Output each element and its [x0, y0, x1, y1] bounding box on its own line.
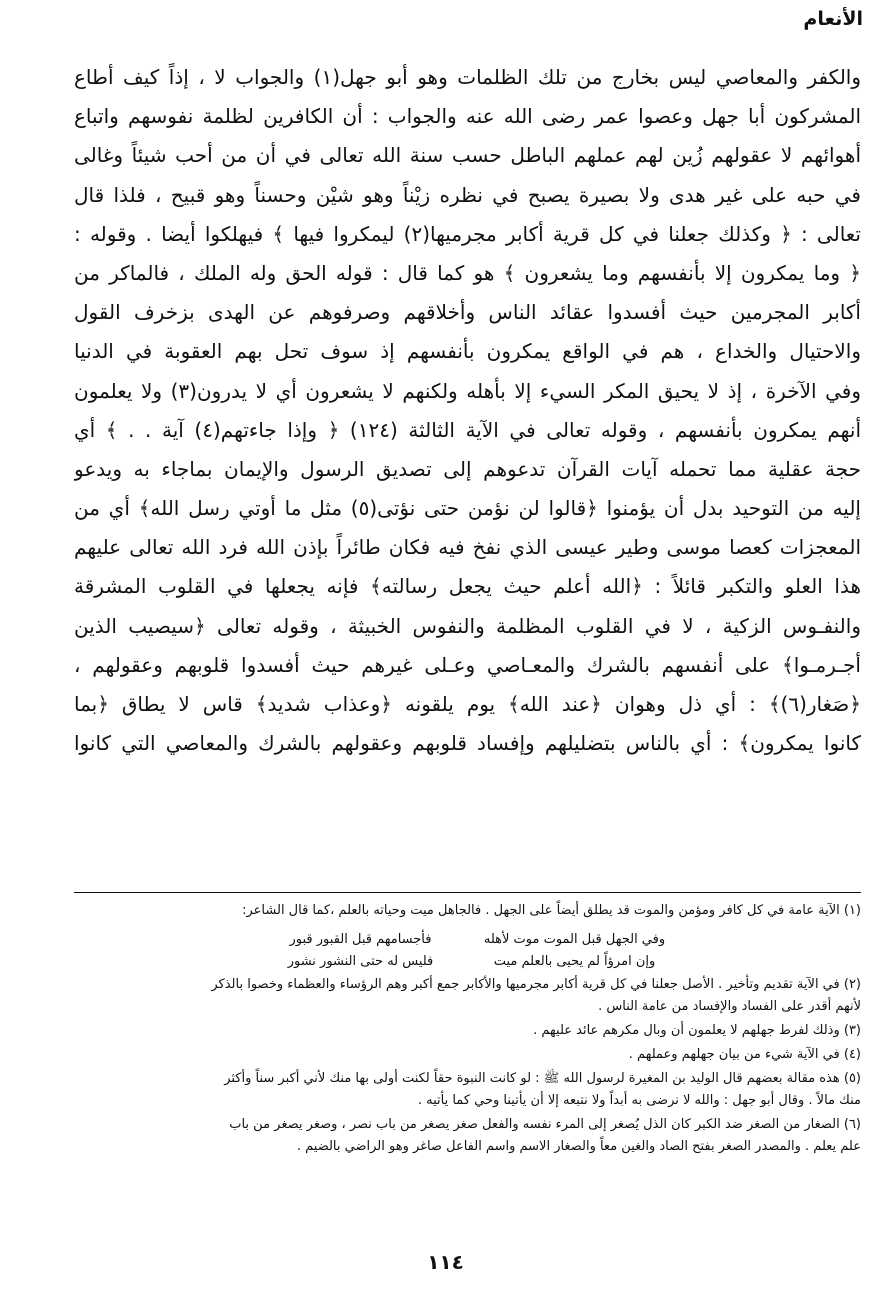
body-line: والاحتيال والخداع ، هم في الواقع يمكرون بأنفسهم إذ سوف تحل بهم العقوبة في الدنيا: [74, 339, 861, 364]
page-number: ١١٤: [427, 1250, 464, 1274]
body-line: أهوائهم لا عقولهم زُين لهم عملهم الباطل حسب سنة الله تعالى في أن من أحب شيئاً وغالى: [74, 143, 861, 168]
footnote-line: (٢) في الآية تقديم وتأخير . الأصل جعلنا في كل قرية أكابر مجرميها والأكابر جمع أكبر وهم الرؤساء والعظماء وخصوا بالذكر: [211, 977, 861, 992]
footnote-line: لأنهم أقدر على الفساد والإفساد من عامة الناس .: [598, 999, 861, 1014]
body-line: حجة عقلية مما تحمله آيات القرآن تدعوهم إلى تصديق الرسول والإيمان بماجاء به ويدعو: [74, 456, 861, 481]
running-header: الأنعام: [803, 8, 863, 30]
body-line: في حبه على غير هدى ولا بصيرة يصبح في نظره زيْناً وهو شيْن وحسناً وهو قبيح ، فلذا قال: [74, 182, 861, 207]
footnote-1: [74, 900, 861, 922]
poetry-verse: [74, 930, 861, 972]
verse-line: [74, 930, 861, 950]
verse-hemistich: فأجسامهم قبل القبور قبور: [289, 932, 432, 947]
footnote-line: علم يعلم . والمصدر الصغر بفتح الصاد والغين معاً والصغار الاسم واسم الفاعل صاغر وهو الراضي بالضيم .: [296, 1139, 861, 1154]
footnote-divider: [74, 892, 861, 893]
body-line: والكفر والمعاصي ليس بخارج من تلك الظلمات وهو أبو جهل(١) والجواب لا ، إذاً كيف أطاع: [74, 65, 861, 89]
verse-hemistich: وإن امرؤاً لم يحيى بالعلم ميت: [493, 954, 656, 969]
footnote-6: [74, 1114, 861, 1158]
footnote-line: (٤) في الآية شيء من بيان جهلهم وعملهم .: [628, 1047, 861, 1062]
verse-hemistich: وفي الجهل قبل الموت موت لأهله: [483, 932, 666, 947]
footnote-3: [74, 1020, 861, 1042]
footnote-line: (١) الآية عامة في كل كافر ومؤمن والموت قد يطلق أيضاً على الجهل . فالجاهل ميت وحياته بالعلم ،كما قال الشاعر:: [242, 903, 861, 918]
body-line: ﴿ وما يمكرون إلا بأنفسهم وما يشعرون ﴾ هو كما قال : قوله الحق وله الملك ، فالماكر من: [74, 260, 861, 285]
body-line: إليه من التوحيد بدل أن يؤمنوا ﴿قالوا لن نؤمن حتى نؤتى(٥) مثل ما أوتي رسل الله﴾ أي من: [74, 496, 861, 521]
footnotes: [74, 900, 861, 1160]
body-line: تعالى : ﴿ وكذلك جعلنا في كل قرية أكابر مجرميها(٢) ليمكروا فيها ﴾ فيهلكوا أيضا . وقوله :: [74, 221, 861, 246]
main-text: [74, 58, 861, 763]
body-line: المعجزات كعصا موسى وطير عيسى الذي نفخ فيه فكان طائراً بإذن الله فرد الله تعالى عليهم: [74, 535, 861, 560]
body-line: أجـرمـوا﴾ على أنفسهم بالشرك والمعـاصي وعـلى غيرهم حيث أفسدوا قلوبهم وعقولهم ،: [74, 652, 861, 677]
footnote-2: [74, 974, 861, 1018]
verse-line: [74, 952, 861, 972]
body-line: المشركون أبا جهل وعصوا عمر رضى الله عنه والجواب : أن الكافرين لظلمة نفوسهم واتباع: [74, 104, 861, 129]
body-line: وفي الآخرة ، إذ لا يحيق المكر السيء إلا بأهله ولكنهم لا يشعرون أي لا يدرون(٣) ولا يعلمون: [74, 378, 861, 403]
footnote-line: (٣) وذلك لفرط جهلهم لا يعلمون أن وبال مكرهم عائد عليهم .: [533, 1023, 861, 1038]
verse-hemistich: فليس له حتى النشور نشور: [287, 954, 434, 969]
body-line: والنفـوس الزكية ، لا في القلوب المظلمة والنفوس الخبيثة ، وقوله تعالى ﴿سيصيب الذين: [74, 613, 861, 638]
body-line: هذا العلو والتكبر قائلاً : ﴿الله أعلم حيث يجعل رسالته﴾ فإنه يجعلها في القلوب المشرقة: [74, 574, 861, 599]
body-line: ﴿صَغار(٦)﴾ : أي ذل وهوان ﴿عند الله﴾ يوم يلقونه ﴿وعذاب شديد﴾ قاس لا يطاق ﴿بما: [74, 692, 861, 716]
footnote-line: منك مالاً . وقال أبو جهل : والله لا نرضى به أبداً ولا نتبعه إلا أن يأتينا وحي كما يأتيه .: [417, 1093, 861, 1108]
body-line: كانوا يمكرون﴾ : أي بالناس بتضليلهم وإفساد قلوبهم وعقولهم بالشرك والمعاصي التي كانوا: [74, 731, 861, 756]
body-line: أنهم يمكرون بأنفسهم ، وقوله تعالى في الآية الثالثة (١٢٤) ﴿ وإذا جاءتهم(٤) آية . . ﴾ أي: [74, 417, 861, 442]
body-line: أكابر المجرمين حيث أفسدوا عقائد الناس وأخلاقهم وصرفوهم عن الهدى بزخرف القول: [74, 300, 861, 325]
footnote-line: (٥) هذه مقالة بعضهم قال الوليد بن المغيرة لرسول الله ﷺ : لو كانت النبوة حقاً لكنت أولى بها منك لأني أكبر سناً وأكثر: [224, 1071, 861, 1086]
footnote-line: (٦) الصغار من الصغر ضد الكبر كان الذل يُصغر إلى المرء نفسه والفعل صغر يصغر من باب نصر ، وصغر يصغر من باب: [229, 1117, 861, 1132]
footnote-5: [74, 1068, 861, 1112]
footnote-4: [74, 1044, 861, 1066]
